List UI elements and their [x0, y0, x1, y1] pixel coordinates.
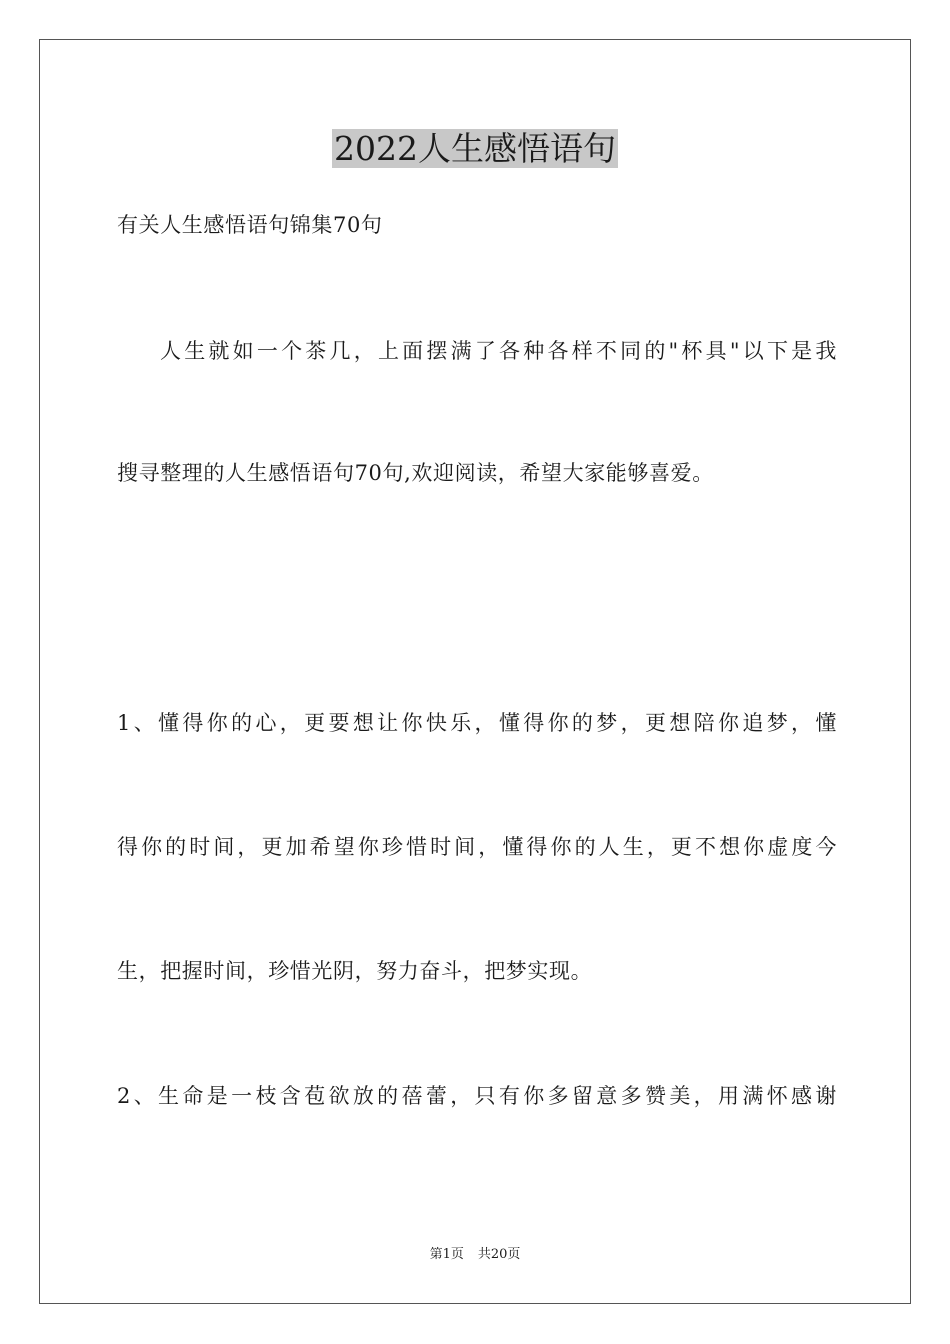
page-total: 共20页 [477, 1247, 521, 1262]
intro-line-2: 搜寻整理的人生感悟语句70句,欢迎阅读，希望大家能够喜爱。 [117, 461, 714, 485]
document-title [0, 127, 950, 171]
item1-line-3: 生，把握时间，珍惜光阴，努力奋斗，把梦实现。 [117, 959, 593, 983]
title-text: 2022人生感悟语句 [334, 129, 616, 168]
item1-line-2: 得你的时间，更加希望你珍惜时间，懂得你的人生，更不想你虚度今 [117, 835, 837, 859]
page-footer [0, 1246, 950, 1264]
page-number: 第1页 [429, 1247, 464, 1262]
intro-line-1: 人生就如一个茶几，上面摆满了各种各样不同的"杯具"以下是我 [160, 339, 837, 363]
item1-line-1: 1、懂得你的心，更要想让你快乐，懂得你的梦，更想陪你追梦，懂 [117, 711, 837, 735]
document-subtitle: 有关人生感悟语句锦集70句 [117, 213, 383, 237]
item2-line-1: 2、生命是一枝含苞欲放的蓓蕾，只有你多留意多赞美，用满怀感谢 [117, 1084, 837, 1108]
